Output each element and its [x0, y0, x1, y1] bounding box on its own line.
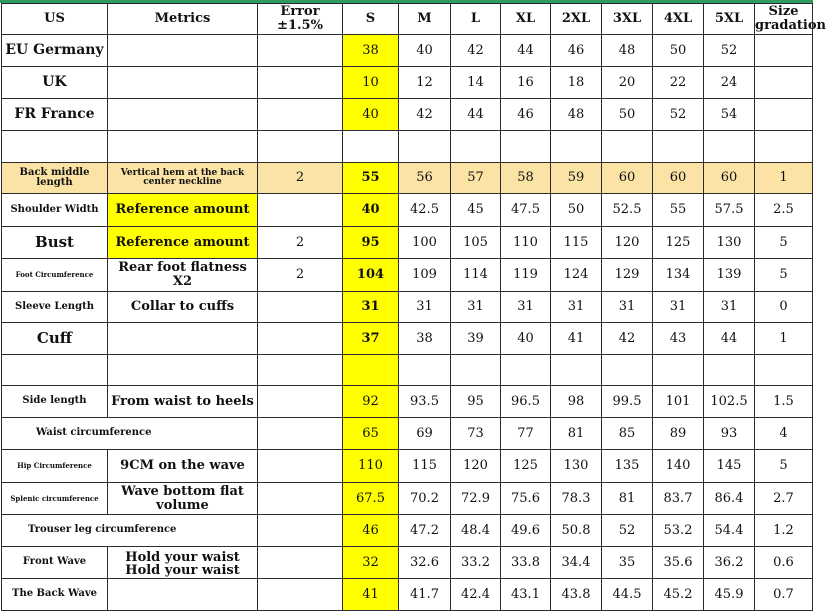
value-5xl: 54: [704, 99, 755, 131]
pants-row: [2, 483, 813, 515]
blank-cell: [653, 131, 704, 163]
size-header-4xl: 4XL: [653, 4, 704, 35]
value-5xl: 86.4: [704, 483, 755, 515]
value-3xl: 135: [602, 450, 653, 483]
gradation-cell: [755, 99, 813, 131]
value-xl: 58: [501, 163, 551, 194]
value-3xl: 81: [602, 483, 653, 515]
row-label: Sleeve Length: [2, 292, 108, 323]
row-label: The Back Wave: [2, 579, 108, 611]
row-description: [108, 579, 258, 611]
value-3xl: 31: [602, 292, 653, 323]
blank-cell: [501, 131, 551, 163]
pants-row: [2, 386, 813, 418]
value-4xl: 60: [653, 163, 704, 194]
value-4xl: 35.6: [653, 547, 704, 579]
value-3xl: 52.5: [602, 194, 653, 227]
value-s: 32: [343, 547, 399, 579]
blank-cell: [501, 355, 551, 386]
value-2xl: 34.4: [551, 547, 602, 579]
value-m: 42.5: [399, 194, 451, 227]
blank-row: [2, 355, 813, 386]
measure-row: [2, 292, 813, 323]
conversion-row: [2, 67, 813, 99]
blank-cell: [258, 355, 343, 386]
blank-cell: [343, 131, 399, 163]
value-5xl: 145: [704, 450, 755, 483]
value-5xl: 45.9: [704, 579, 755, 611]
blank-cell: [653, 355, 704, 386]
value-s: 37: [343, 323, 399, 355]
value-m: 12: [399, 67, 451, 99]
value-xl: 46: [501, 99, 551, 131]
value-l: 44: [451, 99, 501, 131]
value-l: 95: [451, 386, 501, 418]
value-4xl: 89: [653, 418, 704, 450]
value-2xl: 50: [551, 194, 602, 227]
blank-cell: [551, 131, 602, 163]
header-row: [2, 4, 813, 35]
row-label: Waist circumference: [2, 418, 258, 450]
value-s: 40: [343, 99, 399, 131]
value-2xl: 78.3: [551, 483, 602, 515]
value-3xl: 99.5: [602, 386, 653, 418]
value-3xl: 20: [602, 67, 653, 99]
value-l: 45: [451, 194, 501, 227]
value-xl: 77: [501, 418, 551, 450]
value-m: 31: [399, 292, 451, 323]
size-header-m: M: [399, 4, 451, 35]
row-label: Hip Circumference: [2, 450, 108, 483]
value-xl: 119: [501, 259, 551, 292]
gradation: 1.5: [755, 386, 813, 418]
blank-cell: [399, 355, 451, 386]
value-3xl: 48: [602, 35, 653, 67]
value-l: 72.9: [451, 483, 501, 515]
blank-cell: [602, 355, 653, 386]
tolerance: [258, 483, 343, 515]
value-s: 92: [343, 386, 399, 418]
value-m: 109: [399, 259, 451, 292]
value-m: 38: [399, 323, 451, 355]
blank-cell: [704, 131, 755, 163]
blank-cell: [2, 131, 108, 163]
value-5xl: 24: [704, 67, 755, 99]
metrics-cell: [108, 99, 258, 131]
value-m: 56: [399, 163, 451, 194]
value-l: 39: [451, 323, 501, 355]
value-2xl: 18: [551, 67, 602, 99]
blank-cell: [2, 355, 108, 386]
value-4xl: 22: [653, 67, 704, 99]
row-description: Wave bottom flat volume: [108, 483, 258, 515]
value-m: 115: [399, 450, 451, 483]
tolerance: [258, 547, 343, 579]
blank-cell: [108, 131, 258, 163]
gradation: 0.6: [755, 547, 813, 579]
value-xl: 75.6: [501, 483, 551, 515]
value-xl: 44: [501, 35, 551, 67]
tolerance: 2: [258, 227, 343, 259]
value-2xl: 81: [551, 418, 602, 450]
gradation-cell: [755, 35, 813, 67]
gradation-cell: [755, 67, 813, 99]
value-5xl: 130: [704, 227, 755, 259]
size-header-xl: XL: [501, 4, 551, 35]
row-label: Splenic circumference: [2, 483, 108, 515]
gradation: 5: [755, 450, 813, 483]
value-s: 104: [343, 259, 399, 292]
value-4xl: 140: [653, 450, 704, 483]
error-cell: [258, 35, 343, 67]
value-2xl: 46: [551, 35, 602, 67]
row-label: Foot Circumference: [2, 259, 108, 292]
pants-row: [2, 515, 813, 547]
gradation: 5: [755, 259, 813, 292]
measure-row: [2, 259, 813, 292]
value-3xl: 120: [602, 227, 653, 259]
metrics-cell: [108, 35, 258, 67]
value-m: 100: [399, 227, 451, 259]
value-2xl: 31: [551, 292, 602, 323]
row-label: Trouser leg circumference: [2, 515, 258, 547]
error-cell: [258, 99, 343, 131]
value-s: 95: [343, 227, 399, 259]
conversion-row: [2, 99, 813, 131]
value-m: 70.2: [399, 483, 451, 515]
value-2xl: 130: [551, 450, 602, 483]
value-4xl: 55: [653, 194, 704, 227]
value-4xl: 43: [653, 323, 704, 355]
gradation: 1: [755, 163, 813, 194]
blank-cell: [755, 131, 813, 163]
pants-row: [2, 547, 813, 579]
tolerance: [258, 323, 343, 355]
gradation: 0.7: [755, 579, 813, 611]
value-m: 93.5: [399, 386, 451, 418]
value-3xl: 50: [602, 99, 653, 131]
value-2xl: 41: [551, 323, 602, 355]
row-label: UK: [2, 67, 108, 99]
row-label: Shoulder Width: [2, 194, 108, 227]
value-xl: 49.6: [501, 515, 551, 547]
value-s: 46: [343, 515, 399, 547]
row-description: Collar to cuffs: [108, 292, 258, 323]
value-xl: 43.1: [501, 579, 551, 611]
value-4xl: 50: [653, 35, 704, 67]
blank-cell: [451, 355, 501, 386]
value-l: 42: [451, 35, 501, 67]
value-5xl: 36.2: [704, 547, 755, 579]
tolerance: [258, 418, 343, 450]
size-header-5xl: 5XL: [704, 4, 755, 35]
value-s: 65: [343, 418, 399, 450]
row-description: Vertical hem at the back center neckline: [108, 163, 258, 194]
size-chart-table: [1, 3, 826, 611]
row-label: Front Wave: [2, 547, 108, 579]
size-gradation-header: Size gradation: [755, 4, 826, 33]
gradation: 2.7: [755, 483, 813, 515]
gradation: 1: [755, 323, 813, 355]
value-xl: 47.5: [501, 194, 551, 227]
value-l: 42.4: [451, 579, 501, 611]
tolerance: 2: [258, 259, 343, 292]
value-4xl: 134: [653, 259, 704, 292]
value-s: 31: [343, 292, 399, 323]
gradation: 1.2: [755, 515, 813, 547]
error-header: Error ±1.5%: [258, 4, 343, 35]
value-m: 69: [399, 418, 451, 450]
value-2xl: 115: [551, 227, 602, 259]
value-m: 47.2: [399, 515, 451, 547]
row-label: Side length: [2, 386, 108, 418]
value-s: 67.5: [343, 483, 399, 515]
value-l: 114: [451, 259, 501, 292]
value-3xl: 60: [602, 163, 653, 194]
error-cell: [258, 67, 343, 99]
value-l: 57: [451, 163, 501, 194]
blank-cell: [704, 355, 755, 386]
value-s: 110: [343, 450, 399, 483]
value-4xl: 125: [653, 227, 704, 259]
tolerance: [258, 292, 343, 323]
row-description: From waist to heels: [108, 386, 258, 418]
value-4xl: 45.2: [653, 579, 704, 611]
value-m: 42: [399, 99, 451, 131]
metrics-cell: [108, 67, 258, 99]
value-2xl: 50.8: [551, 515, 602, 547]
value-2xl: 59: [551, 163, 602, 194]
row-label: Back middle length: [2, 163, 108, 194]
size-header-3xl: 3XL: [602, 4, 653, 35]
value-5xl: 57.5: [704, 194, 755, 227]
value-m: 41.7: [399, 579, 451, 611]
value-3xl: 129: [602, 259, 653, 292]
measure-row: [2, 194, 813, 227]
row-label: Bust: [2, 227, 108, 259]
value-4xl: 53.2: [653, 515, 704, 547]
tolerance: [258, 579, 343, 611]
blank-cell: [258, 131, 343, 163]
value-2xl: 43.8: [551, 579, 602, 611]
blank-cell: [602, 131, 653, 163]
value-3xl: 52: [602, 515, 653, 547]
value-2xl: 98: [551, 386, 602, 418]
value-5xl: 31: [704, 292, 755, 323]
value-3xl: 35: [602, 547, 653, 579]
measure-row: [2, 227, 813, 259]
value-xl: 16: [501, 67, 551, 99]
value-m: 32.6: [399, 547, 451, 579]
row-label: EU Germany: [2, 35, 108, 67]
value-5xl: 52: [704, 35, 755, 67]
value-s: 40: [343, 194, 399, 227]
tolerance: [258, 450, 343, 483]
value-5xl: 54.4: [704, 515, 755, 547]
value-4xl: 101: [653, 386, 704, 418]
blank-cell: [399, 131, 451, 163]
row-description: [108, 323, 258, 355]
size-header-2xl: 2XL: [551, 4, 602, 35]
gradation: 4: [755, 418, 813, 450]
value-l: 120: [451, 450, 501, 483]
gradation: 2.5: [755, 194, 813, 227]
size-header-l: L: [451, 4, 501, 35]
size-header-s: S: [343, 4, 399, 35]
blank-cell: [343, 355, 399, 386]
measure-row: [2, 323, 813, 355]
tolerance: [258, 194, 343, 227]
row-description: Hold your waist Hold your waist: [108, 547, 258, 579]
blank-cell: [451, 131, 501, 163]
tolerance: 2: [258, 163, 343, 194]
value-s: 38: [343, 35, 399, 67]
value-2xl: 124: [551, 259, 602, 292]
conversion-row: [2, 35, 813, 67]
value-4xl: 83.7: [653, 483, 704, 515]
value-3xl: 44.5: [602, 579, 653, 611]
value-5xl: 139: [704, 259, 755, 292]
value-4xl: 31: [653, 292, 704, 323]
value-s: 10: [343, 67, 399, 99]
value-xl: 110: [501, 227, 551, 259]
tolerance: [258, 386, 343, 418]
value-s: 55: [343, 163, 399, 194]
us-header: US: [2, 4, 108, 35]
value-xl: 125: [501, 450, 551, 483]
value-3xl: 85: [602, 418, 653, 450]
value-3xl: 42: [602, 323, 653, 355]
value-l: 48.4: [451, 515, 501, 547]
measure-row: [2, 163, 813, 194]
gradation: 0: [755, 292, 813, 323]
row-label: Cuff: [2, 323, 108, 355]
blank-row: [2, 131, 813, 163]
blank-cell: [108, 355, 258, 386]
value-5xl: 93: [704, 418, 755, 450]
value-xl: 40: [501, 323, 551, 355]
blank-cell: [551, 355, 602, 386]
row-label: FR France: [2, 99, 108, 131]
blank-cell: [755, 355, 813, 386]
metrics-header: Metrics: [108, 4, 258, 35]
value-l: 31: [451, 292, 501, 323]
value-l: 105: [451, 227, 501, 259]
value-m: 40: [399, 35, 451, 67]
value-xl: 31: [501, 292, 551, 323]
value-5xl: 60: [704, 163, 755, 194]
value-xl: 96.5: [501, 386, 551, 418]
pants-row: [2, 579, 813, 611]
value-xl: 33.8: [501, 547, 551, 579]
row-description: Rear foot flatness X2: [108, 259, 258, 292]
row-description: Reference amount: [108, 194, 258, 227]
value-s: 41: [343, 579, 399, 611]
tolerance: [258, 515, 343, 547]
row-description: 9CM on the wave: [108, 450, 258, 483]
value-5xl: 44: [704, 323, 755, 355]
value-l: 14: [451, 67, 501, 99]
gradation: 5: [755, 227, 813, 259]
value-l: 73: [451, 418, 501, 450]
value-5xl: 102.5: [704, 386, 755, 418]
pants-row: [2, 450, 813, 483]
row-description: Reference amount: [108, 227, 258, 259]
value-l: 33.2: [451, 547, 501, 579]
pants-row: [2, 418, 813, 450]
value-4xl: 52: [653, 99, 704, 131]
value-2xl: 48: [551, 99, 602, 131]
